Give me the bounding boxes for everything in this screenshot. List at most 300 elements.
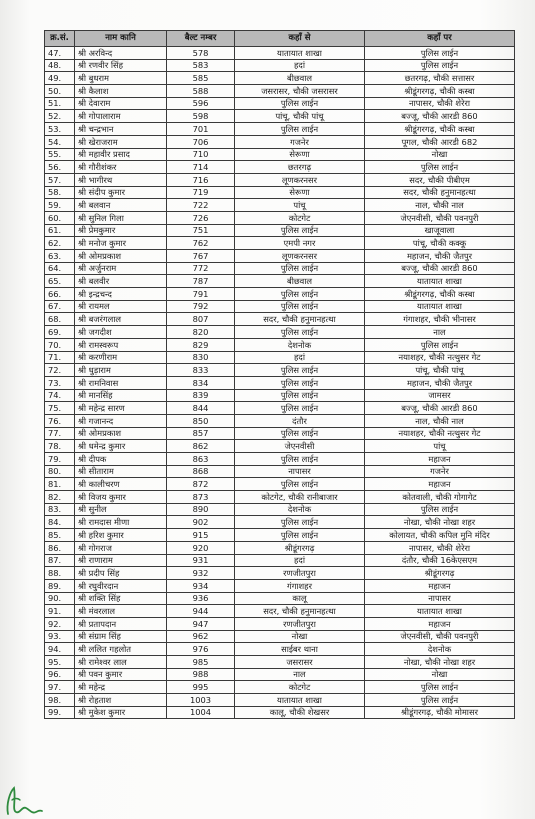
name-cell: श्री धुड़ाराम [75, 364, 167, 377]
to-cell: श्रीडूंगरगढ़, चौकी कस्बा [365, 123, 515, 136]
to-cell: पुलिस लाईन [365, 338, 515, 351]
name-cell: श्री रणवीर सिंह [75, 59, 167, 72]
table-row [45, 414, 515, 427]
from-cell: साईबर थाना [235, 643, 365, 656]
name-cell: श्री ओमप्रकाश [75, 427, 167, 440]
from-cell: पुलिस लाईन [235, 453, 365, 466]
serial-cell: 86. [45, 541, 75, 554]
belt-number-cell: 829 [167, 338, 235, 351]
serial-cell: 91. [45, 605, 75, 618]
to-cell: कोतवाली, चौकी गोगागेट [365, 491, 515, 504]
to-cell: महाजन [365, 478, 515, 491]
belt-number-cell: 890 [167, 503, 235, 516]
to-cell: पूगल, चौकी आरडी 682 [365, 135, 515, 148]
belt-number-cell: 862 [167, 440, 235, 453]
to-cell: नापासर, चौकी शेरेरा [365, 97, 515, 110]
serial-cell: 81. [45, 478, 75, 491]
header-belt-number: बैल्ट नम्बर [167, 31, 235, 47]
serial-cell: 92. [45, 617, 75, 630]
table-row [45, 402, 515, 415]
to-cell: पांचू, चौकी पांचू [365, 364, 515, 377]
name-cell: श्री मंवरलाल [75, 605, 167, 618]
to-cell: नापासर [365, 592, 515, 605]
belt-number-cell: 868 [167, 465, 235, 478]
from-cell: हदां [235, 554, 365, 567]
from-cell: यातायात शाखा [235, 694, 365, 707]
serial-cell: 48. [45, 59, 75, 72]
to-cell: श्रीडूंगरगढ़, चौकी मोमासर [365, 706, 515, 719]
belt-number-cell: 710 [167, 148, 235, 161]
belt-number-cell: 701 [167, 123, 235, 136]
table-row [45, 364, 515, 377]
from-cell: कोटगेट, चौकी रानीबाजार [235, 491, 365, 504]
serial-cell: 90. [45, 592, 75, 605]
name-cell: श्री प्रदीप सिंह [75, 567, 167, 580]
name-cell: श्री कालीचरण [75, 478, 167, 491]
from-cell: कालू [235, 592, 365, 605]
belt-number-cell: 934 [167, 579, 235, 592]
table-row [45, 541, 515, 554]
belt-number-cell: 719 [167, 186, 235, 199]
belt-number-cell: 839 [167, 389, 235, 402]
from-cell: एमपी नगर [235, 237, 365, 250]
serial-cell: 72. [45, 364, 75, 377]
table-row [45, 211, 515, 224]
table-row [45, 250, 515, 263]
name-cell: श्री रायमल [75, 300, 167, 313]
from-cell: गजनेर [235, 135, 365, 148]
name-cell: श्री रोहताश [75, 694, 167, 707]
table-row [45, 643, 515, 656]
serial-cell: 69. [45, 326, 75, 339]
table-row [45, 681, 515, 694]
table-row [45, 605, 515, 618]
header-to: कहाँ पर [365, 31, 515, 47]
table-row [45, 567, 515, 580]
name-cell: श्री गोपालाराम [75, 110, 167, 123]
table-row [45, 706, 515, 719]
from-cell: दंतौर [235, 414, 365, 427]
table-row [45, 173, 515, 186]
belt-number-cell: 583 [167, 59, 235, 72]
name-cell: श्री सुनील [75, 503, 167, 516]
serial-cell: 58. [45, 186, 75, 199]
table-row [45, 110, 515, 123]
to-cell: नयाशहर, चौकी नत्थुसर गेट [365, 427, 515, 440]
serial-cell: 74. [45, 389, 75, 402]
name-cell: श्री बुधराम [75, 72, 167, 85]
name-cell: श्री चन्द्रभान [75, 123, 167, 136]
table-row [45, 617, 515, 630]
table-row [45, 338, 515, 351]
to-cell: सदर, चौकी पीबीएम [365, 173, 515, 186]
serial-cell: 49. [45, 72, 75, 85]
to-cell: नाल [365, 326, 515, 339]
to-cell: पुलिस लाईन [365, 47, 515, 60]
belt-number-cell: 791 [167, 288, 235, 301]
serial-cell: 79. [45, 453, 75, 466]
name-cell: श्री बलवीर [75, 275, 167, 288]
name-cell: श्री कैलाश [75, 85, 167, 98]
from-cell: नाल [235, 668, 365, 681]
belt-number-cell: 830 [167, 351, 235, 364]
belt-number-cell: 915 [167, 529, 235, 542]
name-cell: श्री गौरीशंकर [75, 161, 167, 174]
serial-cell: 50. [45, 85, 75, 98]
from-cell: पुलिस लाईन [235, 529, 365, 542]
serial-cell: 98. [45, 694, 75, 707]
to-cell: नोखा, चौकी नोखा शहर [365, 516, 515, 529]
serial-cell: 54. [45, 135, 75, 148]
belt-number-cell: 857 [167, 427, 235, 440]
to-cell: श्रीडूंगरगढ़, चौकी कस्बा [365, 288, 515, 301]
serial-cell: 57. [45, 173, 75, 186]
table-row [45, 275, 515, 288]
to-cell: नापासर, चौकी शेरेरा [365, 541, 515, 554]
to-cell: कोलायत, चौकी कपिल मुनि मंदिर [365, 529, 515, 542]
to-cell: देशनोक [365, 643, 515, 656]
to-cell: यातायात शाखा [365, 275, 515, 288]
serial-cell: 96. [45, 668, 75, 681]
from-cell: लूणकरनसर [235, 250, 365, 263]
from-cell: पुलिस लाईन [235, 97, 365, 110]
serial-cell: 85. [45, 529, 75, 542]
to-cell: बज्जू, चौकी आरडी 860 [365, 110, 515, 123]
from-cell: जेएनवीसी [235, 440, 365, 453]
to-cell: महाजन, चौकी जैतपुर [365, 376, 515, 389]
name-cell: श्री खेराजराम [75, 135, 167, 148]
belt-number-cell: 762 [167, 237, 235, 250]
name-cell: श्री प्रेमकुमार [75, 224, 167, 237]
table-row [45, 161, 515, 174]
table-row [45, 529, 515, 542]
to-cell: श्रीडूंगरगढ़, चौकी कस्बा [365, 85, 515, 98]
name-cell: श्री गजानन्द [75, 414, 167, 427]
signature-icon [2, 770, 50, 818]
name-cell: श्री धमेन्द्र कुमार [75, 440, 167, 453]
to-cell: नयाशहर, चौकी नत्थुसर गेट [365, 351, 515, 364]
name-cell: श्री पवन कुमार [75, 668, 167, 681]
table-row [45, 326, 515, 339]
serial-cell: 83. [45, 503, 75, 516]
name-cell: श्री जगदीश [75, 326, 167, 339]
belt-number-cell: 722 [167, 199, 235, 212]
serial-cell: 67. [45, 300, 75, 313]
table-row [45, 656, 515, 669]
table-row [45, 224, 515, 237]
name-cell: श्री संदीप कुमार [75, 186, 167, 199]
table-row [45, 47, 515, 60]
belt-number-cell: 726 [167, 211, 235, 224]
belt-number-cell: 936 [167, 592, 235, 605]
serial-cell: 66. [45, 288, 75, 301]
name-cell: श्री देवाराम [75, 97, 167, 110]
serial-cell: 84. [45, 516, 75, 529]
table-row [45, 592, 515, 605]
from-cell: कोटगेट [235, 681, 365, 694]
from-cell: श्रीडूंगरगढ़ [235, 541, 365, 554]
belt-number-cell: 714 [167, 161, 235, 174]
belt-number-cell: 976 [167, 643, 235, 656]
from-cell: हदां [235, 351, 365, 364]
to-cell: नाल, चौकी नाल [365, 199, 515, 212]
serial-cell: 80. [45, 465, 75, 478]
serial-cell: 73. [45, 376, 75, 389]
name-cell: श्री महेन्द्र सारण [75, 402, 167, 415]
from-cell: पुलिस लाईन [235, 326, 365, 339]
belt-number-cell: 820 [167, 326, 235, 339]
from-cell: पुलिस लाईन [235, 478, 365, 491]
from-cell: नोखा [235, 630, 365, 643]
name-cell: श्री रामेश्वर लाल [75, 656, 167, 669]
name-cell: श्री विजय कुमार [75, 491, 167, 504]
name-cell: श्री हरिश कुमार [75, 529, 167, 542]
header-name: नाम कानि [75, 31, 167, 47]
table-row [45, 694, 515, 707]
serial-cell: 56. [45, 161, 75, 174]
table-row [45, 440, 515, 453]
serial-cell: 68. [45, 313, 75, 326]
from-cell: पुलिस लाईन [235, 389, 365, 402]
to-cell: छतरगढ़, चौकी सत्तासर [365, 72, 515, 85]
table-row [45, 389, 515, 402]
to-cell: दंतौर, चौकी 16केएसएम [365, 554, 515, 567]
name-cell: श्री सुनिल गिला [75, 211, 167, 224]
table-row [45, 630, 515, 643]
serial-cell: 59. [45, 199, 75, 212]
from-cell: पुलिस लाईन [235, 300, 365, 313]
belt-number-cell: 792 [167, 300, 235, 313]
to-cell: बज्जू, चौकी आरडी 860 [365, 402, 515, 415]
transfer-roster-table [44, 30, 515, 719]
to-cell: पुलिस लाईन [365, 503, 515, 516]
from-cell: पुलिस लाईन [235, 288, 365, 301]
name-cell: श्री रामस्वरूप [75, 338, 167, 351]
serial-cell: 55. [45, 148, 75, 161]
to-cell: जेएनवीसी, चौकी पवनपुरी [365, 630, 515, 643]
belt-number-cell: 920 [167, 541, 235, 554]
belt-number-cell: 988 [167, 668, 235, 681]
from-cell: रणजीतपुरा [235, 617, 365, 630]
from-cell: कालू, चौकी शेखसर [235, 706, 365, 719]
belt-number-cell: 787 [167, 275, 235, 288]
to-cell: श्रीडूंगरगढ़ [365, 567, 515, 580]
belt-number-cell: 578 [167, 47, 235, 60]
to-cell: नोखा [365, 668, 515, 681]
serial-cell: 52. [45, 110, 75, 123]
to-cell: महाजन, चौकी जैतपुर [365, 250, 515, 263]
header-from: कहाँ से [235, 31, 365, 47]
belt-number-cell: 588 [167, 85, 235, 98]
belt-number-cell: 1003 [167, 694, 235, 707]
table-row [45, 554, 515, 567]
to-cell: गजनेर [365, 465, 515, 478]
belt-number-cell: 873 [167, 491, 235, 504]
name-cell: श्री प्रतापदान [75, 617, 167, 630]
name-cell: श्री राणाराम [75, 554, 167, 567]
from-cell: पुलिस लाईन [235, 427, 365, 440]
to-cell: पुलिस लाईन [365, 59, 515, 72]
belt-number-cell: 767 [167, 250, 235, 263]
belt-number-cell: 706 [167, 135, 235, 148]
name-cell: श्री गोगराज [75, 541, 167, 554]
belt-number-cell: 985 [167, 656, 235, 669]
to-cell: महाजन [365, 579, 515, 592]
table-row [45, 288, 515, 301]
serial-cell: 99. [45, 706, 75, 719]
table-row [45, 72, 515, 85]
serial-cell: 65. [45, 275, 75, 288]
serial-cell: 60. [45, 211, 75, 224]
table-row [45, 491, 515, 504]
serial-cell: 97. [45, 681, 75, 694]
table-header-row [45, 31, 515, 47]
serial-cell: 77. [45, 427, 75, 440]
name-cell: श्री अर्जुनराम [75, 262, 167, 275]
to-cell: गंगाशहर, चौकी भीनासर [365, 313, 515, 326]
from-cell: जसरासर, चौकी जसरासर [235, 85, 365, 98]
name-cell: श्री अरविन्द [75, 47, 167, 60]
from-cell: नापासर [235, 465, 365, 478]
from-cell: पुलिस लाईन [235, 262, 365, 275]
name-cell: श्री संग्राम सिंह [75, 630, 167, 643]
name-cell: श्री दीपक [75, 453, 167, 466]
name-cell: श्री महेन्द्र [75, 681, 167, 694]
name-cell: श्री शक्ति सिंह [75, 592, 167, 605]
table-row [45, 376, 515, 389]
name-cell: श्री बलवान [75, 199, 167, 212]
table-body [45, 47, 515, 719]
serial-cell: 89. [45, 579, 75, 592]
to-cell: नाल, चौकी नाल [365, 414, 515, 427]
table-row [45, 123, 515, 136]
from-cell: बीछवाल [235, 72, 365, 85]
serial-cell: 62. [45, 237, 75, 250]
belt-number-cell: 1004 [167, 706, 235, 719]
belt-number-cell: 962 [167, 630, 235, 643]
belt-number-cell: 834 [167, 376, 235, 389]
serial-cell: 51. [45, 97, 75, 110]
serial-cell: 82. [45, 491, 75, 504]
to-cell: सदर, चौकी हनुमानहत्था [365, 186, 515, 199]
name-cell: श्री करणीराम [75, 351, 167, 364]
serial-cell: 95. [45, 656, 75, 669]
belt-number-cell: 931 [167, 554, 235, 567]
from-cell: कोटगेट [235, 211, 365, 224]
from-cell: पुलिस लाईन [235, 123, 365, 136]
to-cell: पुलिस लाईन [365, 694, 515, 707]
serial-cell: 76. [45, 414, 75, 427]
serial-cell: 61. [45, 224, 75, 237]
to-cell: जेएनवीसी, चौकी पवनपुरी [365, 211, 515, 224]
table-row [45, 579, 515, 592]
to-cell: खाजूवाला [365, 224, 515, 237]
from-cell: बीछवाल [235, 275, 365, 288]
to-cell: यातायात शाखा [365, 605, 515, 618]
name-cell: श्री महावीर प्रसाद [75, 148, 167, 161]
to-cell: नोखा [365, 148, 515, 161]
from-cell: लूणकरनसर [235, 173, 365, 186]
from-cell: देशनोक [235, 503, 365, 516]
name-cell: श्री इन्द्रचन्द [75, 288, 167, 301]
from-cell: यातायात शाखा [235, 47, 365, 60]
name-cell: श्री रामनिवास [75, 376, 167, 389]
serial-cell: 53. [45, 123, 75, 136]
serial-cell: 88. [45, 567, 75, 580]
belt-number-cell: 596 [167, 97, 235, 110]
to-cell: पुलिस लाईन [365, 681, 515, 694]
name-cell: श्री मानसिंह [75, 389, 167, 402]
belt-number-cell: 598 [167, 110, 235, 123]
name-cell: श्री सीताराम [75, 465, 167, 478]
name-cell: श्री मुकेश कुमार [75, 706, 167, 719]
from-cell: पांचू [235, 199, 365, 212]
serial-cell: 94. [45, 643, 75, 656]
table-row [45, 503, 515, 516]
belt-number-cell: 751 [167, 224, 235, 237]
from-cell: सदर, चौकी हनुमानहत्था [235, 605, 365, 618]
to-cell: बज्जू, चौकी आरडी 860 [365, 262, 515, 275]
table-row [45, 427, 515, 440]
from-cell: पुलिस लाईन [235, 402, 365, 415]
serial-cell: 87. [45, 554, 75, 567]
name-cell: श्री ललित गहलोत [75, 643, 167, 656]
serial-cell: 78. [45, 440, 75, 453]
table-row [45, 186, 515, 199]
from-cell: जसरासर [235, 656, 365, 669]
to-cell: पांचू [365, 440, 515, 453]
to-cell: पुलिस लाईन [365, 161, 515, 174]
name-cell: श्री मनोज कुमार [75, 237, 167, 250]
belt-number-cell: 863 [167, 453, 235, 466]
from-cell: पुलिस लाईन [235, 516, 365, 529]
from-cell: पांचू, चौकी पांचू [235, 110, 365, 123]
serial-cell: 47. [45, 47, 75, 60]
table-row [45, 465, 515, 478]
belt-number-cell: 932 [167, 567, 235, 580]
table-row [45, 237, 515, 250]
serial-cell: 75. [45, 402, 75, 415]
table-row [45, 97, 515, 110]
belt-number-cell: 902 [167, 516, 235, 529]
table-row [45, 668, 515, 681]
serial-cell: 64. [45, 262, 75, 275]
to-cell: पांचू, चौकी कक्कू [365, 237, 515, 250]
to-cell: महाजन [365, 453, 515, 466]
name-cell: श्री रामदास मीणा [75, 516, 167, 529]
belt-number-cell: 995 [167, 681, 235, 694]
table-row [45, 453, 515, 466]
belt-number-cell: 585 [167, 72, 235, 85]
table-row [45, 516, 515, 529]
belt-number-cell: 944 [167, 605, 235, 618]
belt-number-cell: 947 [167, 617, 235, 630]
serial-cell: 70. [45, 338, 75, 351]
from-cell: सेरूणा [235, 186, 365, 199]
table-row [45, 148, 515, 161]
belt-number-cell: 716 [167, 173, 235, 186]
table-row [45, 262, 515, 275]
header-serial: क्र.सं. [45, 31, 75, 47]
from-cell: हदां [235, 59, 365, 72]
to-cell: नोखा, चौकी नोखा शहर [365, 656, 515, 669]
serial-cell: 71. [45, 351, 75, 364]
from-cell: सदर, चौकी हनुमानहत्था [235, 313, 365, 326]
to-cell: महाजन [365, 617, 515, 630]
from-cell: देशनोक [235, 338, 365, 351]
belt-number-cell: 844 [167, 402, 235, 415]
name-cell: श्री रघुवीरदान [75, 579, 167, 592]
